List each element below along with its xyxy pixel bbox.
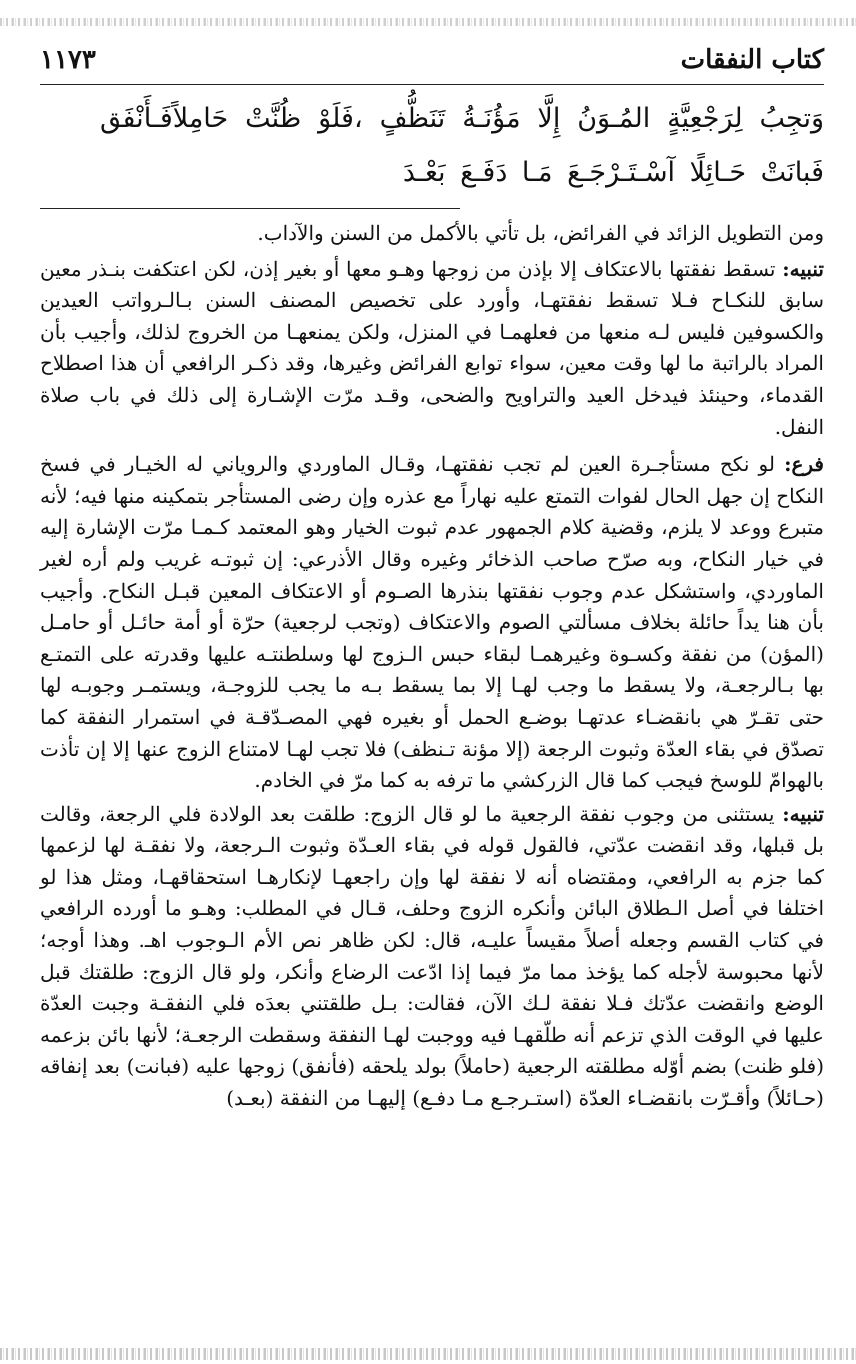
paragraph-far: [40, 449, 824, 797]
matn-divider: [40, 208, 460, 209]
paragraph-text: ومن التطويل الزائد في الفرائض، بل تأتي بالأكمل من السنن والآداب.: [257, 221, 824, 245]
paragraph-text: لو نكح مستأجـرة العين لم تجب نفقتهـا، وقـال الماوردي والروياني له الخيـار في فسخ النكاح إن جهل الحال لفوات التمتع عليه نهاراً مع عذره وإن رضى المستأجر بتمكينه منها فيه؛ لأنه متبرع ووعد لا يلزم، وقضية كلام الجمهور عدم ثبوت الخيار وهو المعتمد كـمـا مرّت الإشارة إليه في خيار النكاح، وبه صرّح صاحب الذخائر وغيره وقال الأذرعي: إن ثبوتـه غريب ولم أره لغير الماوردي، واستشكل عدم وجوب نفقتها بنذرها الصـوم أو الاعتكاف المعين قبـل النكاح. وأجيب بأن هنا يداً حائلة بخلاف مسألتي الصوم والاعتكاف (وتجب لرجعية) حرّة أو أمة حائـل أو حامـل (المؤن) من نفقة وكسـوة وغيرهمـا لبقاء حبس الـزوج لها وسلطنتـه عليها وقدرته على التمتـع بها بـالرجعـة، ولا يسقط ما وجب لهـا إلا بما يسقط بـه ما يجب للزوجـة، ويستمـر وجوبـه لها حتى تقـرّ هي بانقضـاء عدتهـا بوضـع الحمل أو بغيره فهي المصـدّقـة في استمرار النفقة كما تصدّق في بقاء العدّة وثبوت الرجعة (إلا مؤنة تـنظف) فلا تجب لهـا لامتناع الزوج عنها إلا إن تأذت بالهوامّ للوسخ فيجب كما قال الزركشي ما ترفه به كما مرّ في الخادم.: [40, 452, 824, 793]
page-number: ١١٧٣: [40, 45, 96, 75]
commentary-body: [40, 218, 824, 1115]
top-decorative-border: [0, 18, 856, 26]
page-header: [40, 40, 824, 80]
matn-text: وَتجِبُ لِرَجْعِيَّةٍ المُـوَنُ إِلَّا مَؤُنَـةُ تَنَظُّفٍ ،فَلَوْ ظُنَّتْ حَامِلاًفَـأَنْفَق فَبانَتْ حَـائِلًا آسْـتَـرْجَـعَ مَـا دَفَـعَ بَعْـدَ: [100, 103, 824, 188]
paragraph-tanbih-2: [40, 799, 824, 1115]
paragraph-label: فرع:: [784, 452, 824, 477]
running-title: كتاب النفقات: [680, 45, 824, 75]
bottom-decorative-border: [0, 1348, 856, 1360]
paragraph-text: يستثنى من وجوب نفقة الرجعية ما لو قال الزوج: طلقت بعد الولادة فلي الرجعة، وقالت بل قبلها، وقد انقضت عدّتي، فالقول قوله في بقاء العـدّة وثبوت الـرجعة، ولا نفقـة لها لزعمها كما جزم به الرافعي، ومقتضاه أنه لا نفقة لها وإن راجعهـا لإنكارهـا استحقاقهـا، ومثل هذا لو اختلفا في أصل الـطلاق البائن وأنكره الزوج وحلف، قـال في المطلب: وهـو ما أورده الرافعي في كتاب القسم وجعله أصلاً مقيساً عليـه، قال: لكن ظاهر نص الأم الـوجوب اهـ. وهذا أوجه؛ لأنها محبوسة لأجله كما يؤخذ مما مرّ فيما إذا ادّعت الرضاع وأنكر، ولو قال الزوج: طلقتك قبل الوضع وانقضت عدّتك فـلا نفقة لـك الآن، فقالت: بـل طلقتني بعدَه فلي النفقـة وجبت العدّة عليها في الوقت الذي تزعم أنه طلّقهـا فيه ووجبت لهـا النفقة وسقطت الرجعـة؛ لأنها بائن بزعمه (فلو ظنت) بضم أوّله مطلقته الرجعية (حاملاً) بولد يلحقه (فأنفق) زوجها عليه (فبانت) بعد إنفاقه (حـائلاً) وأقـرّت بانقضـاء العدّة (استـرجـع مـا دفـع) إليهـا من النفقة (بعـد): [40, 801, 824, 1111]
paragraph-text: تسقط نفقتها بالاعتكاف إلا بإذن من زوجها وهـو معها أو بغير إذن، لكن اعتكفت بنـذر معين سابق للنكـاح فـلا تسقط نفقتهـا، وأورد على تخصيص المصنف السنن بـالـرواتب العيدين والكسوفين فليس لـه منعها من فعلهمـا في المنزل، ولكن يمنعهـا من الخروج لذلك، وأجيب بأن المراد بالراتبة ما لها وقت معين، سواء توابع الفرائض وغيرها، وقد ذكـر الرافعي أن هذا اصطلاح القدماء، وحينئذ فيدخل العيد والتراويح والضحى، وقـد مرّت الإشـارة إلى ذلك في باب صلاة النفل.: [40, 256, 824, 439]
paragraph-label: تنبيه:: [782, 801, 824, 826]
paragraph-label: تنبيه:: [782, 256, 824, 281]
paragraph-intro: [40, 218, 824, 250]
paragraph-tanbih-1: [40, 254, 824, 444]
header-rule: [40, 84, 824, 85]
